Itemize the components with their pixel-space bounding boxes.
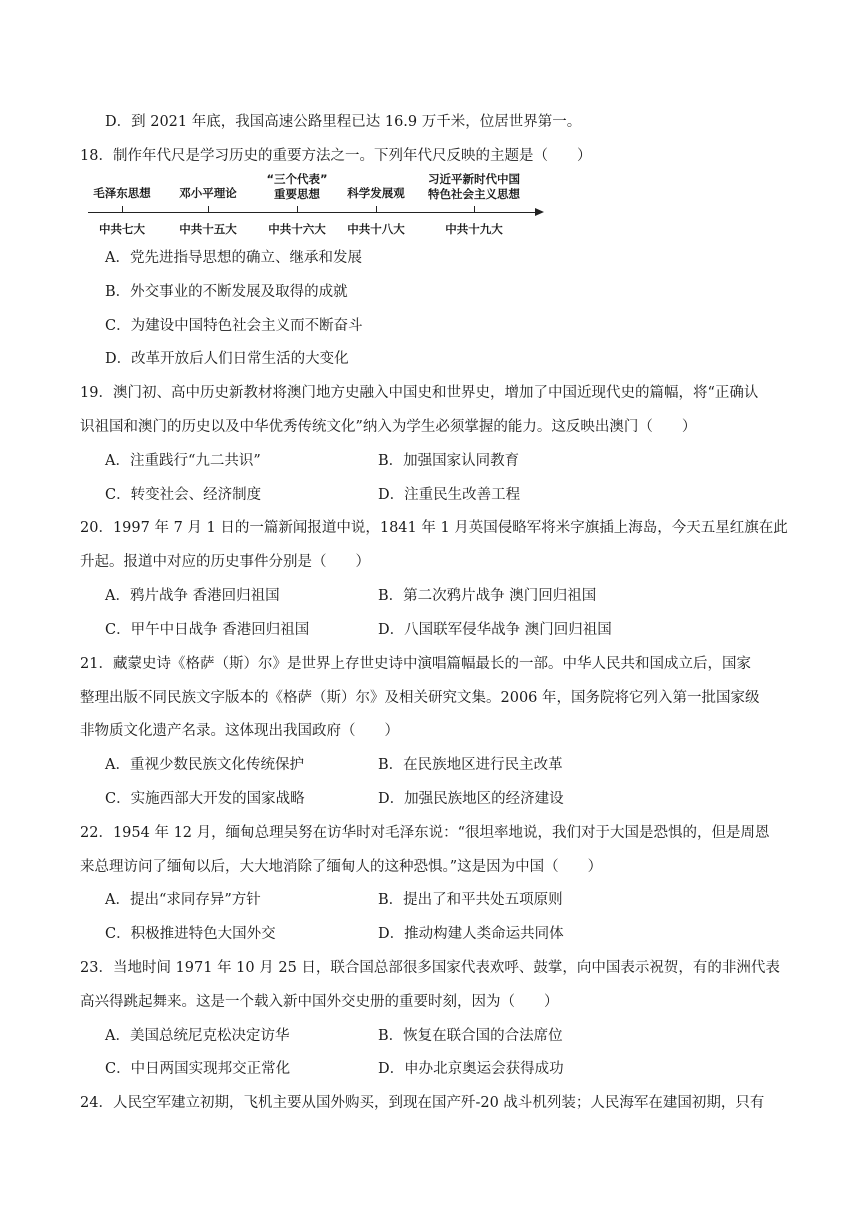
q21-option-c: C．实施西部大开发的国家战略: [105, 791, 305, 807]
timeline-congress-15: 中共十五大: [179, 222, 237, 236]
timeline-label-scientific-outlook: 科学发展观: [347, 186, 405, 200]
q21-stem-line-2: 整理出版不同民族文字版本的《格萨（斯）尔》及相关研究文集。2006 年，国务院将它列入第一批国家级: [80, 690, 760, 706]
timeline-tick: [208, 206, 209, 212]
timeline-label-mao: 毛泽东思想: [93, 186, 151, 200]
q20-option-b: B．第二次鸦片战争 澳门回归祖国: [378, 588, 597, 604]
q22-option-d: D．推动构建人类命运共同体: [378, 926, 564, 942]
timeline-arrow: [535, 208, 544, 216]
q20-option-a: A．鸦片战争 香港回归祖国: [105, 588, 280, 604]
q19-stem-line-2: 识祖国和澳门的历史以及中华优秀传统文化”纳入为学生必须掌握的能力。这反映出澳门（ ）: [80, 419, 697, 435]
q19-option-d: D．注重民生改善工程: [378, 487, 521, 503]
q23-option-b: B．恢复在联合国的合法席位: [378, 1028, 563, 1044]
q18-option-b: B．外交事业的不断发展及取得的成就: [105, 284, 348, 300]
q23-stem-line-1: 23．当地时间 1971 年 10 月 25 日，联合国总部很多国家代表欢呼、鼓掌，向中国表示祝贺，有的非洲代表: [80, 960, 780, 976]
timeline-tick: [376, 206, 377, 212]
timeline-label-deng: 邓小平理论: [179, 186, 237, 200]
q22-option-a: A．提出“求同存异”方针: [105, 892, 261, 908]
q19-option-b: B．加强国家认同教育: [378, 453, 520, 469]
q22-stem-line-1: 22．1954 年 12 月，缅甸总理吴努在访华时对毛泽东说：“很坦率地说，我们对于大国是恐惧的，但是周恩: [80, 825, 770, 841]
timeline-label-xi-thought: 习近平新时代中国 特色社会主义思想: [428, 172, 520, 201]
q17-option-d: D．到 2021 年底，我国高速公路里程已达 16.9 万千米，位居世界第一。: [105, 114, 582, 130]
q19-stem-line-1: 19．澳门初、高中历史新教材将澳门地方史融入中国史和世界史，增加了中国近现代史的篇幅，将“正确认: [80, 385, 759, 401]
q22-stem-line-2: 来总理访问了缅甸以后，大大地消除了缅甸人的这种恐惧。”这是因为中国（ ）: [80, 859, 603, 875]
q22-option-c: C．积极推进特色大国外交: [105, 926, 276, 942]
q20-option-c: C．甲午中日战争 香港回归祖国: [105, 622, 310, 638]
q23-option-a: A．美国总统尼克松决定访华: [105, 1028, 290, 1044]
q21-stem-line-3: 非物质文化遗产名录。这体现出我国政府（ ）: [80, 723, 399, 739]
timeline-tick: [474, 206, 475, 212]
timeline-congress-18: 中共十八大: [347, 222, 405, 236]
q23-option-d: D．申办北京奥运会获得成功: [378, 1061, 564, 1077]
q23-option-c: C．中日两国实现邦交正常化: [105, 1061, 291, 1077]
q18-option-d: D．改革开放后人们日常生活的大变化: [105, 351, 349, 367]
timeline-label-three-represents: “三个代表” 重要思想: [266, 172, 328, 201]
timeline-tick: [297, 206, 298, 212]
q20-stem-line-2: 升起。报道中对应的历史事件分别是（ ）: [80, 554, 370, 570]
q18-option-a: A．党先进指导思想的确立、继承和发展: [105, 250, 362, 266]
timeline-congress-16: 中共十六大: [268, 222, 326, 236]
q21-option-b: B．在民族地区进行民主改革: [378, 757, 563, 773]
q21-option-a: A．重视少数民族文化传统保护: [105, 757, 304, 773]
q19-option-a: A．注重践行“九二共识”: [105, 453, 261, 469]
q19-option-c: C．转变社会、经济制度: [105, 487, 262, 503]
q23-stem-line-2: 高兴得跳起舞来。这是一个载入新中国外交史册的重要时刻，因为（ ）: [80, 994, 559, 1010]
q24-stem-line-1: 24．人民空军建立初期，飞机主要从国外购买，到现在国产歼-20 战斗机列装；人民海军在建国初期，只有: [80, 1095, 765, 1111]
timeline-axis: [88, 212, 538, 213]
q18-stem: 18．制作年代尺是学习历史的重要方法之一。下列年代尺反映的主题是（ ）: [80, 148, 592, 164]
q22-option-b: B．提出了和平共处五项原则: [378, 892, 563, 908]
q20-stem-line-1: 20．1997 年 7 月 1 日的一篇新闻报道中说，1841 年 1 月英国侵略军将米字旗插上海岛，今天五星红旗在此: [80, 520, 788, 536]
q18-option-c: C．为建设中国特色社会主义而不断奋斗: [105, 318, 363, 334]
q21-option-d: D．加强民族地区的经济建设: [378, 791, 564, 807]
timeline-tick: [122, 206, 123, 212]
q20-option-d: D．八国联军侵华战争 澳门回归祖国: [378, 622, 612, 638]
q18-timeline-figure: [88, 172, 548, 242]
timeline-congress-7: 中共七大: [99, 222, 145, 236]
q21-stem-line-1: 21．藏蒙史诗《格萨（斯）尔》是世界上存世史诗中演唱篇幅最长的一部。中华人民共和国成立后，国家: [80, 656, 751, 672]
timeline-congress-19: 中共十九大: [445, 222, 503, 236]
